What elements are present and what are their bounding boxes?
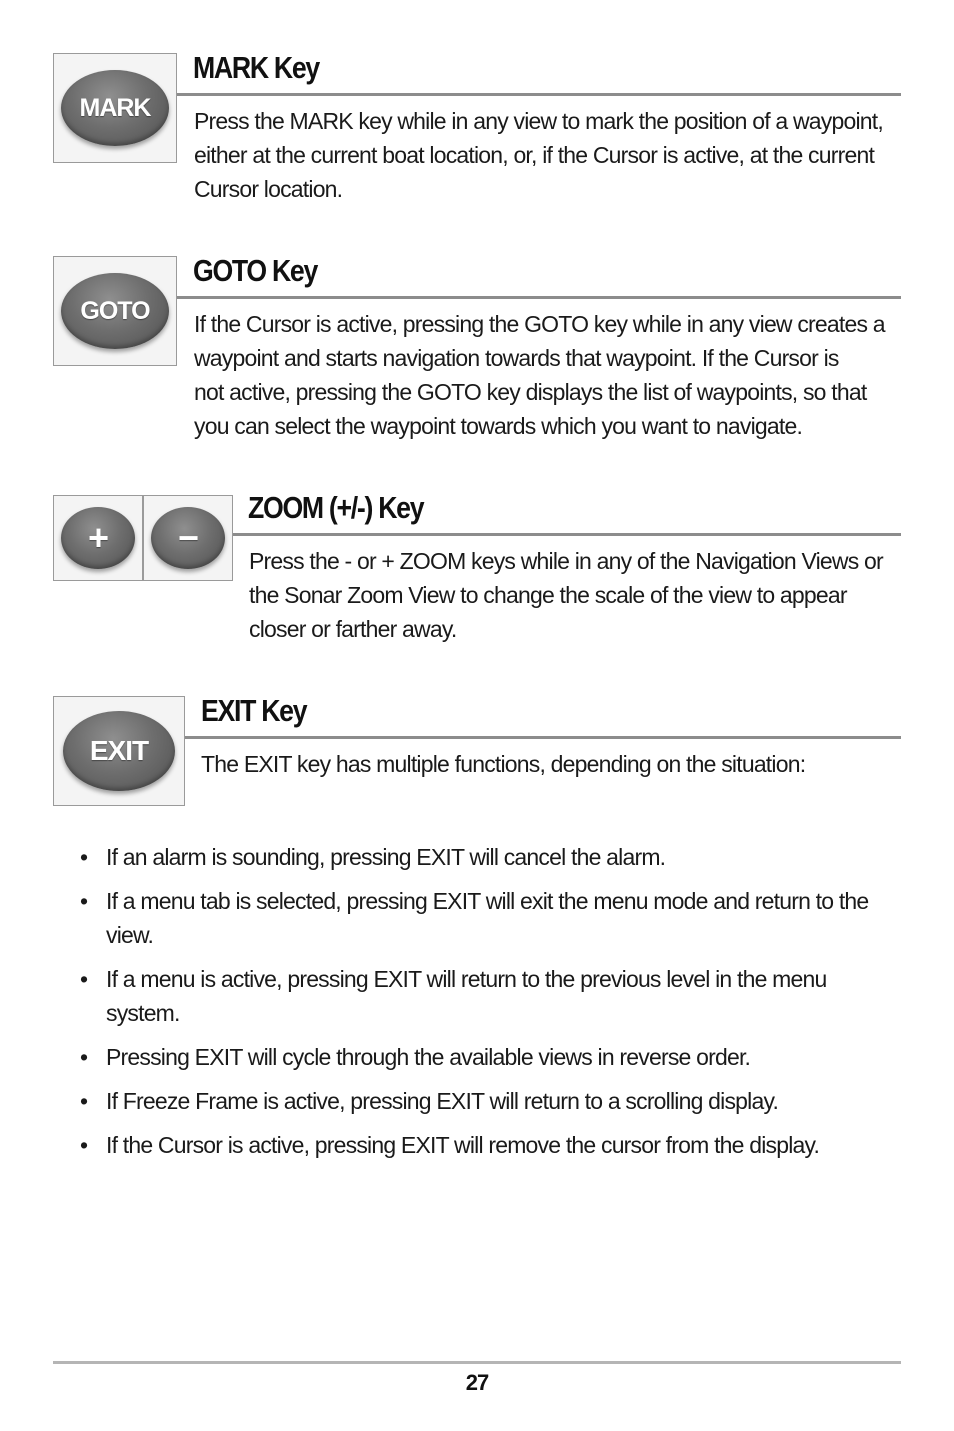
zoom-key-description — [249, 544, 901, 646]
zoom-desc-line-2: the Sonar Zoom View to change the scale of the view to appear — [249, 582, 847, 608]
bullet-symbol: • — [80, 966, 88, 992]
goto-section-rule — [177, 296, 901, 299]
bullet-symbol: • — [80, 888, 88, 914]
list-item — [78, 1040, 878, 1074]
exit-key-button-graphic — [63, 711, 175, 791]
goto-key-image — [53, 256, 177, 366]
bullet-symbol: • — [80, 1088, 88, 1114]
bullet-symbol: • — [80, 844, 88, 870]
exit-section-rule — [185, 736, 901, 739]
zoom-minus-button-graphic — [151, 507, 225, 569]
mark-desc-line-3: Cursor location. — [194, 176, 343, 202]
exit-functions-list — [78, 840, 878, 1172]
goto-desc-line-3: not active, pressing the GOTO key displays the list of waypoints, so that — [194, 379, 867, 405]
mark-key-label: MARK — [79, 93, 151, 122]
exit-desc-line-1: The EXIT key has multiple functions, depending on the situation: — [201, 751, 806, 777]
mark-desc-line-2: either at the current boat location, or, if the Cursor is active, at the current — [194, 142, 875, 168]
list-item-text: If an alarm is sounding, pressing EXIT will cancel the alarm. — [106, 844, 666, 870]
zoom-desc-line-3: closer or farther away. — [249, 616, 457, 642]
mark-key-button-graphic — [61, 70, 169, 146]
list-item — [78, 962, 878, 1030]
mark-key-description — [194, 104, 901, 206]
list-item — [78, 884, 878, 952]
goto-desc-line-1: If the Cursor is active, pressing the GOTO key while in any view creates a — [194, 311, 885, 337]
goto-key-label: GOTO — [80, 296, 150, 325]
zoom-minus-label: − — [177, 517, 199, 558]
goto-desc-line-2: waypoint and starts navigation towards that waypoint. If the Cursor is — [194, 345, 839, 371]
goto-key-heading: GOTO Key — [193, 253, 318, 288]
zoom-section-rule — [233, 533, 901, 536]
list-item-text: Pressing EXIT will cycle through the available views in reverse order. — [106, 1044, 751, 1070]
mark-key-heading: MARK Key — [193, 50, 319, 85]
zoom-plus-button-graphic — [61, 507, 135, 569]
bullet-symbol: • — [80, 1044, 88, 1070]
page-number: 27 — [465, 1370, 489, 1395]
list-item-text: If Freeze Frame is active, pressing EXIT will return to a scrolling display. — [106, 1088, 779, 1114]
list-item — [78, 1128, 878, 1162]
zoom-key-heading: ZOOM (+/-) Key — [248, 490, 424, 525]
footer-rule — [53, 1361, 901, 1364]
zoom-desc-line-1: Press the - or + ZOOM keys while in any of the Navigation Views or — [249, 548, 883, 574]
list-item — [78, 840, 878, 874]
exit-key-heading: EXIT Key — [201, 693, 307, 728]
exit-key-description — [201, 747, 901, 781]
list-item — [78, 1084, 878, 1118]
zoom-plus-key-image — [53, 495, 143, 581]
mark-section-rule — [177, 93, 901, 96]
mark-key-image — [53, 53, 177, 163]
goto-key-description — [194, 307, 901, 443]
goto-key-button-graphic — [61, 273, 169, 349]
zoom-minus-key-image — [143, 495, 233, 581]
exit-key-image — [53, 696, 185, 806]
exit-key-label: EXIT — [89, 735, 149, 766]
list-item-text: If a menu tab is selected, pressing EXIT will exit the menu mode and return to the view. — [106, 888, 869, 948]
zoom-plus-label: + — [87, 517, 109, 558]
mark-desc-line-1: Press the MARK key while in any view to mark the position of a waypoint, — [194, 108, 883, 134]
list-item-text: If the Cursor is active, pressing EXIT will remove the cursor from the display. — [106, 1132, 820, 1158]
bullet-symbol: • — [80, 1132, 88, 1158]
goto-desc-line-4: you can select the waypoint towards which you want to navigate. — [194, 413, 803, 439]
list-item-text: If a menu is active, pressing EXIT will return to the previous level in the menu system. — [106, 966, 827, 1026]
